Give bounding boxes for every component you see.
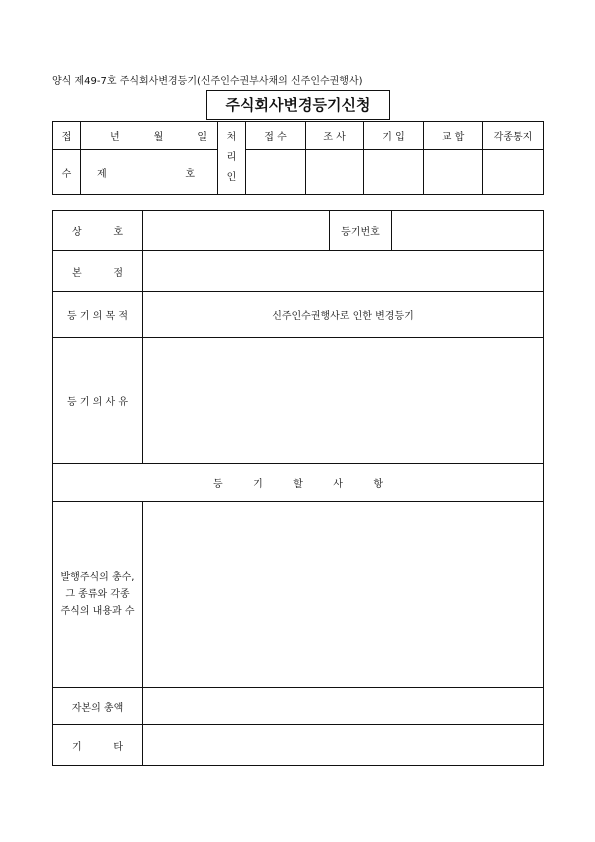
number-prefix: 제 <box>97 168 107 180</box>
col-header-notifications: 각종통지 <box>483 122 544 150</box>
capital-total-label: 자본의 총액 <box>53 688 143 725</box>
application-table <box>52 210 544 766</box>
registration-cause-label: 등 기 의 사 유 <box>53 338 143 464</box>
shares-label-line-3: 주식의 내용과 수 <box>60 606 135 617</box>
month-label: 월 <box>153 132 164 143</box>
other-label: 기 타 <box>53 725 143 766</box>
stamp-notifications[interactable] <box>483 150 544 195</box>
capital-total-field[interactable] <box>143 688 544 725</box>
col-header-collation: 교 합 <box>424 122 483 150</box>
form-number-header: 양식 제49-7호 주식회사변경등기(신주인수권부사채의 신주인수권행사) <box>52 76 363 87</box>
head-office-field[interactable] <box>143 251 544 292</box>
stamp-collation[interactable] <box>424 150 483 195</box>
col-header-receipt: 접 수 <box>246 122 306 150</box>
stamp-entry[interactable] <box>364 150 424 195</box>
registration-purpose-label: 등 기 의 목 적 <box>53 292 143 338</box>
day-label: 일 <box>197 132 207 143</box>
heading-char-5: 항 <box>373 479 383 490</box>
shares-label-line-1: 발행주식의 총수, <box>60 572 135 583</box>
registration-matters-heading <box>53 464 544 502</box>
shares-field[interactable] <box>143 502 544 688</box>
registration-number-field[interactable] <box>392 211 544 251</box>
col-header-investigation: 조 사 <box>306 122 364 150</box>
trade-name-label: 상 호 <box>53 211 143 251</box>
head-office-label: 본 점 <box>53 251 143 292</box>
shares-label <box>53 502 143 688</box>
receipt-label-top: 접 <box>53 122 81 150</box>
receipt-table <box>52 121 544 195</box>
registration-purpose-field[interactable]: 신주인수권행사로 인한 변경등기 <box>143 292 544 338</box>
receipt-number <box>81 150 218 195</box>
shares-label-line-2: 그 종류와 각종 <box>65 589 130 600</box>
heading-char-4: 사 <box>333 479 343 490</box>
process-label-char-3: 인 <box>226 172 237 183</box>
stamp-investigation[interactable] <box>306 150 364 195</box>
registration-cause-field[interactable] <box>143 338 544 464</box>
registration-number-label: 등기번호 <box>330 211 392 251</box>
process-label <box>218 122 246 195</box>
trade-name-field[interactable] <box>143 211 330 251</box>
number-suffix: 호 <box>185 168 195 180</box>
process-label-char-1: 처 <box>226 132 237 143</box>
stamp-receipt[interactable] <box>246 150 306 195</box>
heading-char-1: 등 <box>213 479 223 490</box>
receipt-date <box>81 122 218 150</box>
receipt-label-bottom: 수 <box>53 150 81 195</box>
year-label: 년 <box>109 132 120 143</box>
page-title: 주식회사변경등기신청 <box>206 90 390 120</box>
heading-char-3: 할 <box>293 479 303 490</box>
other-field[interactable] <box>143 725 544 766</box>
heading-char-2: 기 <box>253 479 263 490</box>
col-header-entry: 기 입 <box>364 122 424 150</box>
process-label-char-2: 리 <box>226 152 237 163</box>
